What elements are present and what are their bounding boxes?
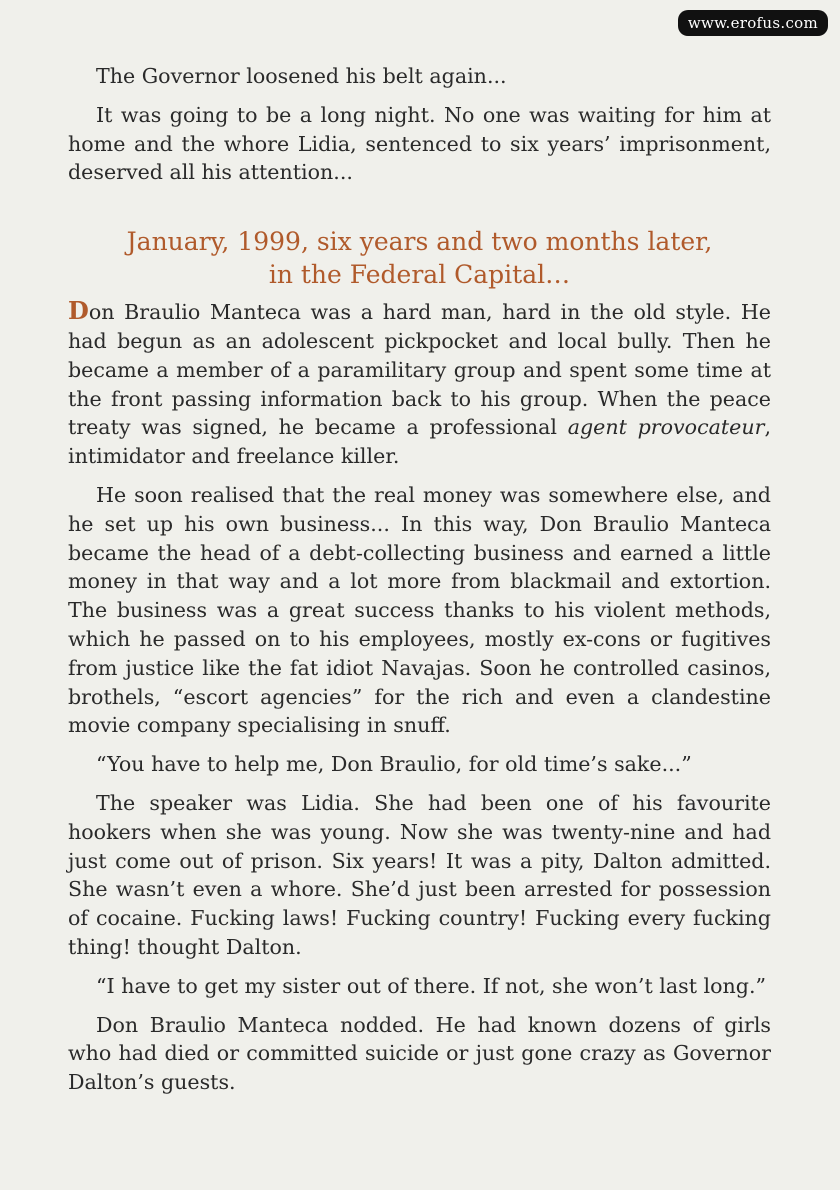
body-paragraph-1 (68, 297, 771, 471)
chapter-heading-line-1: January, 1999, six years and two months later, (126, 227, 713, 257)
body-paragraph-6: Don Braulio Manteca nodded. He had known dozens of girls who had died or committed suicide or just gone crazy as Governor Dalton’s guests. (68, 1012, 771, 1095)
body-paragraph-5: “I have to get my sister out of there. If not, she won’t last long.” (96, 973, 767, 998)
intro-paragraph-2: It was going to be a long night. No one was waiting for him at home and the whore Lidia, sentenced to six years’ imprisonment, deserved all his attention... (68, 102, 771, 185)
page-text (68, 62, 771, 1107)
body-paragraph-1-italic: agent provocateur (567, 415, 765, 440)
drop-cap: D (68, 296, 89, 326)
chapter-heading (68, 225, 771, 291)
body-paragraph-1-text-b: , intimidator and freelance killer. (68, 415, 772, 469)
body-paragraph-1-text-a: on Braulio Manteca was a hard man, hard in the old style. He had begun as an adolescent pickpocket and local bully. Then he became a member of a paramilitary group and spent some time at the front passing information back to his group. When the peace treaty was signed, he became a professional (68, 300, 771, 440)
watermark-badge: www.erofus.com (678, 10, 828, 36)
body-paragraph-3: “You have to help me, Don Braulio, for old time’s sake...” (96, 752, 692, 777)
body-paragraph-4: The speaker was Lidia. She had been one of his favourite hookers when she was young. Now she was twenty-nine and had just come out of prison. Six years! It was a pity, Dalton admitted. She wasn’t even a whore. She’d just been arrested for possession of cocaine. Fucking laws! Fucking country! Fucking every fucking thing! thought Dalton. (68, 790, 771, 959)
body-paragraph-2: He soon realised that the real money was somewhere else, and he set up his own business... In this way, Don Braulio Manteca became the head of a debt-collecting business and earned a little money in that way and a lot more from blackmail and extortion. The business was a great success thanks to his violent methods, which he passed on to his employees, mostly ex-cons or fugitives from justice like the fat idiot Navajas. Soon he controlled casinos, brothels, “escort agencies” for the rich and even a clandestine movie company specialising in snuff. (68, 482, 771, 738)
intro-paragraph-1: The Governor loosened his belt again... (96, 64, 507, 88)
chapter-heading-line-2: in the Federal Capital… (268, 260, 571, 290)
